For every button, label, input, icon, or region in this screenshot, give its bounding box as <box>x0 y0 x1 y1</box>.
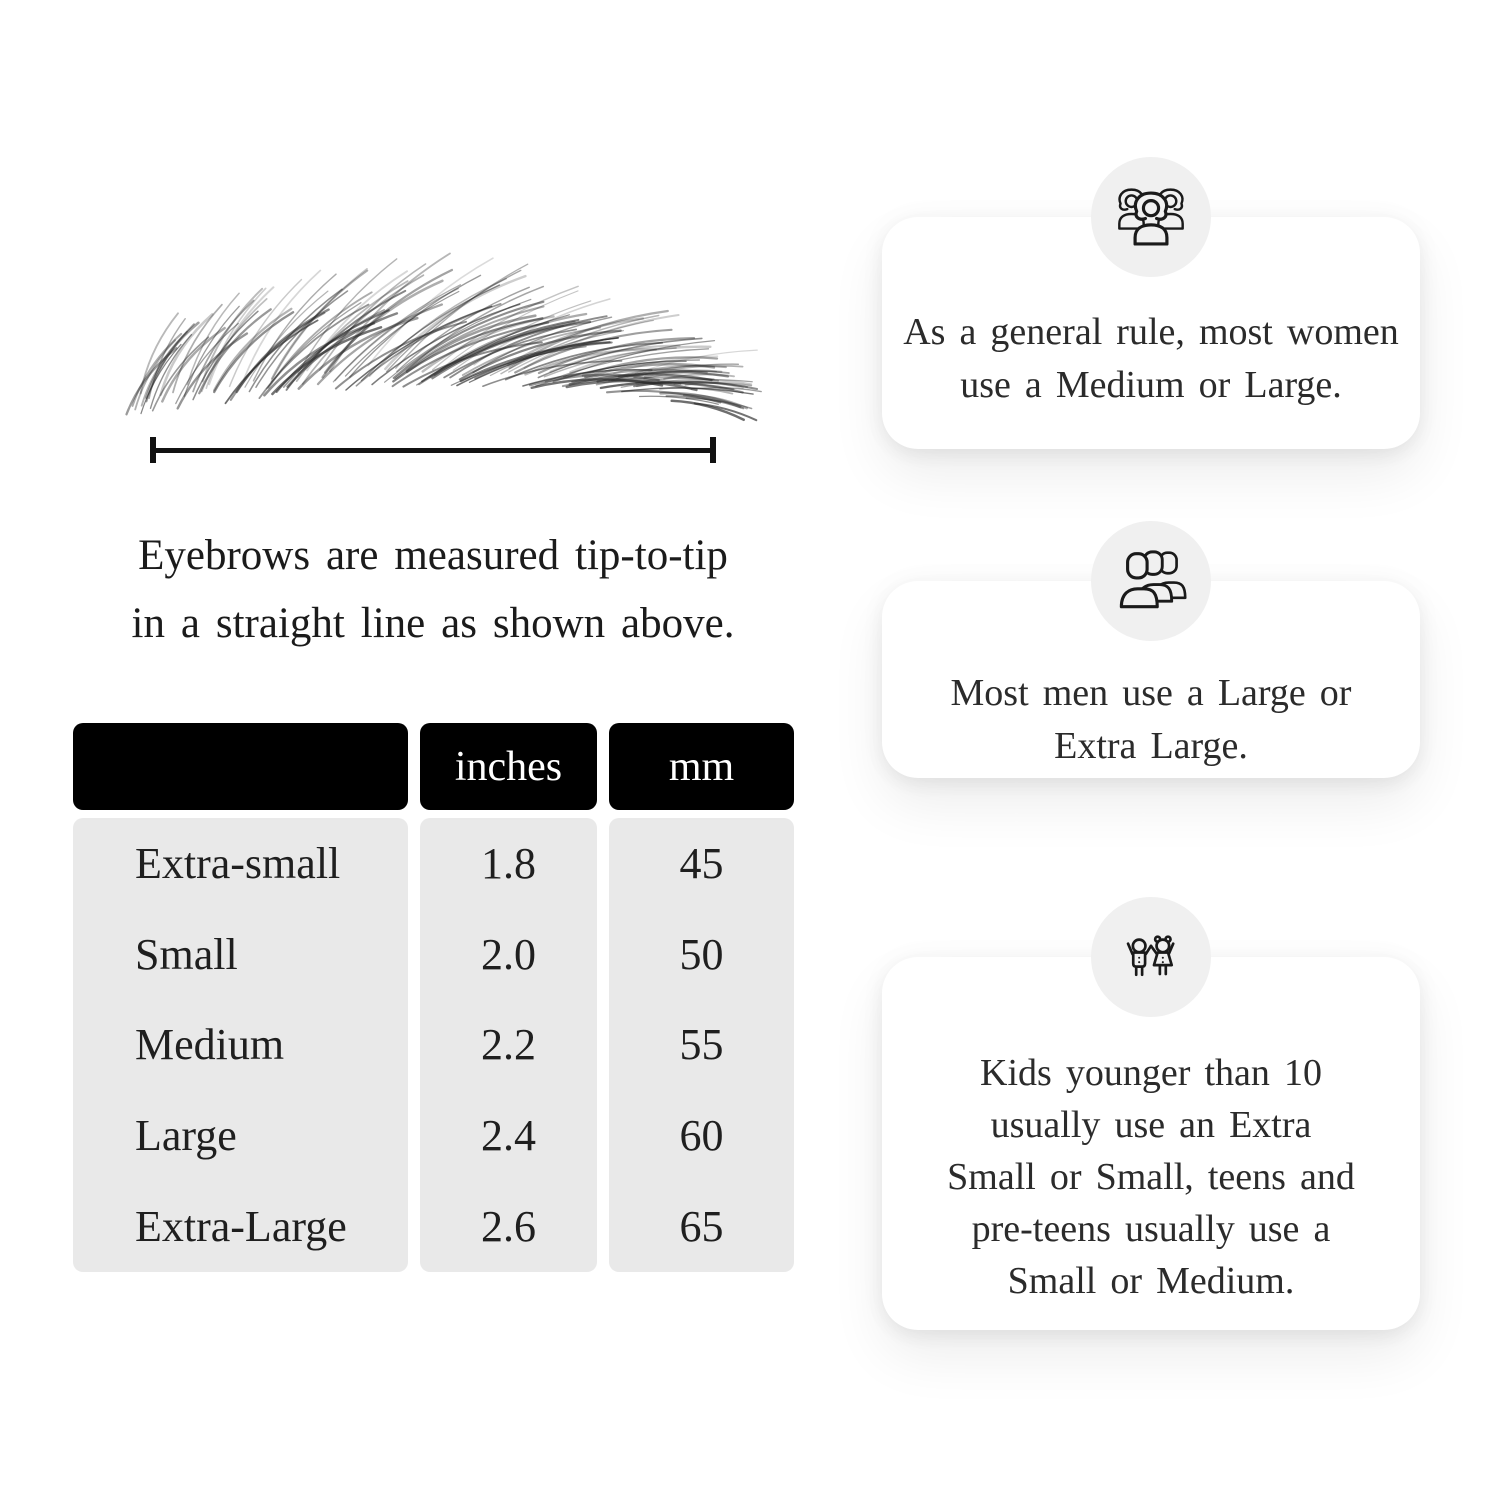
size-row-label: Extra-Large <box>135 1202 347 1252</box>
men-sizing-line-2: Extra Large. <box>1054 724 1248 767</box>
size-row-label: Small <box>135 929 238 979</box>
kids-sizing-line-2: usually use an Extra <box>990 1103 1312 1146</box>
size-table-mm-column <box>609 723 794 1272</box>
size-table <box>73 723 794 1272</box>
measurement-caption <box>88 522 778 658</box>
women-sizing-card <box>882 217 1420 449</box>
kids-sizing-line-1: Kids younger than 10 <box>980 1051 1322 1094</box>
size-mm-value: 65 <box>679 1202 724 1252</box>
men-sizing-card <box>882 581 1420 778</box>
size-table-name-column <box>73 723 408 1272</box>
size-mm-value: 45 <box>679 838 724 888</box>
size-table-inches-column <box>420 723 597 1272</box>
eyebrow-illustration-svg <box>112 218 760 433</box>
men-sizing-text <box>951 667 1352 773</box>
men-sizing-line-1: Most men use a Large or <box>950 671 1352 714</box>
women-sizing-line-1: As a general rule, most women <box>903 311 1399 353</box>
kids-sizing-line-4: pre-teens usually use a <box>971 1207 1331 1250</box>
women-group-icon <box>1112 178 1190 256</box>
size-table-header-name <box>73 723 408 810</box>
size-mm-value: 50 <box>679 929 724 979</box>
measurement-caption-line-2: in a straight line as shown above. <box>131 600 735 647</box>
women-sizing-line-2: use a Medium or Large. <box>960 364 1342 406</box>
size-table-header-mm: mm <box>609 723 794 810</box>
kids-icon <box>1114 920 1188 994</box>
size-row-label: Extra-small <box>135 838 341 888</box>
kids-sizing-line-3: Small or Small, teens and <box>947 1155 1355 1198</box>
kids-sizing-line-5: Small or Medium. <box>1007 1259 1295 1302</box>
size-inches-value: 2.2 <box>481 1020 536 1070</box>
size-mm-value: 55 <box>679 1020 724 1070</box>
men-icon-circle <box>1091 521 1211 641</box>
size-inches-value: 2.0 <box>481 929 536 979</box>
kids-icon-circle <box>1091 897 1211 1017</box>
size-inches-value: 2.4 <box>481 1111 536 1161</box>
men-group-icon <box>1112 542 1190 620</box>
size-table-inches-body <box>420 818 597 1272</box>
size-table-name-body <box>73 818 408 1272</box>
kids-sizing-card <box>882 957 1420 1330</box>
measurement-caption-line-1: Eyebrows are measured tip-to-tip <box>138 532 728 579</box>
women-sizing-text <box>903 306 1399 412</box>
size-row-label: Medium <box>135 1020 285 1070</box>
size-mm-value: 60 <box>679 1111 724 1161</box>
eyebrow-illustration <box>112 218 760 433</box>
size-inches-value: 1.8 <box>481 838 536 888</box>
measurement-line <box>150 437 716 463</box>
size-table-mm-body <box>609 818 794 1272</box>
size-row-label: Large <box>135 1111 237 1161</box>
size-table-header-inches: inches <box>420 723 597 810</box>
women-icon-circle <box>1091 157 1211 277</box>
measurement-line-bar <box>156 448 710 453</box>
size-inches-value: 2.6 <box>481 1202 536 1252</box>
kids-sizing-text <box>947 1047 1355 1307</box>
